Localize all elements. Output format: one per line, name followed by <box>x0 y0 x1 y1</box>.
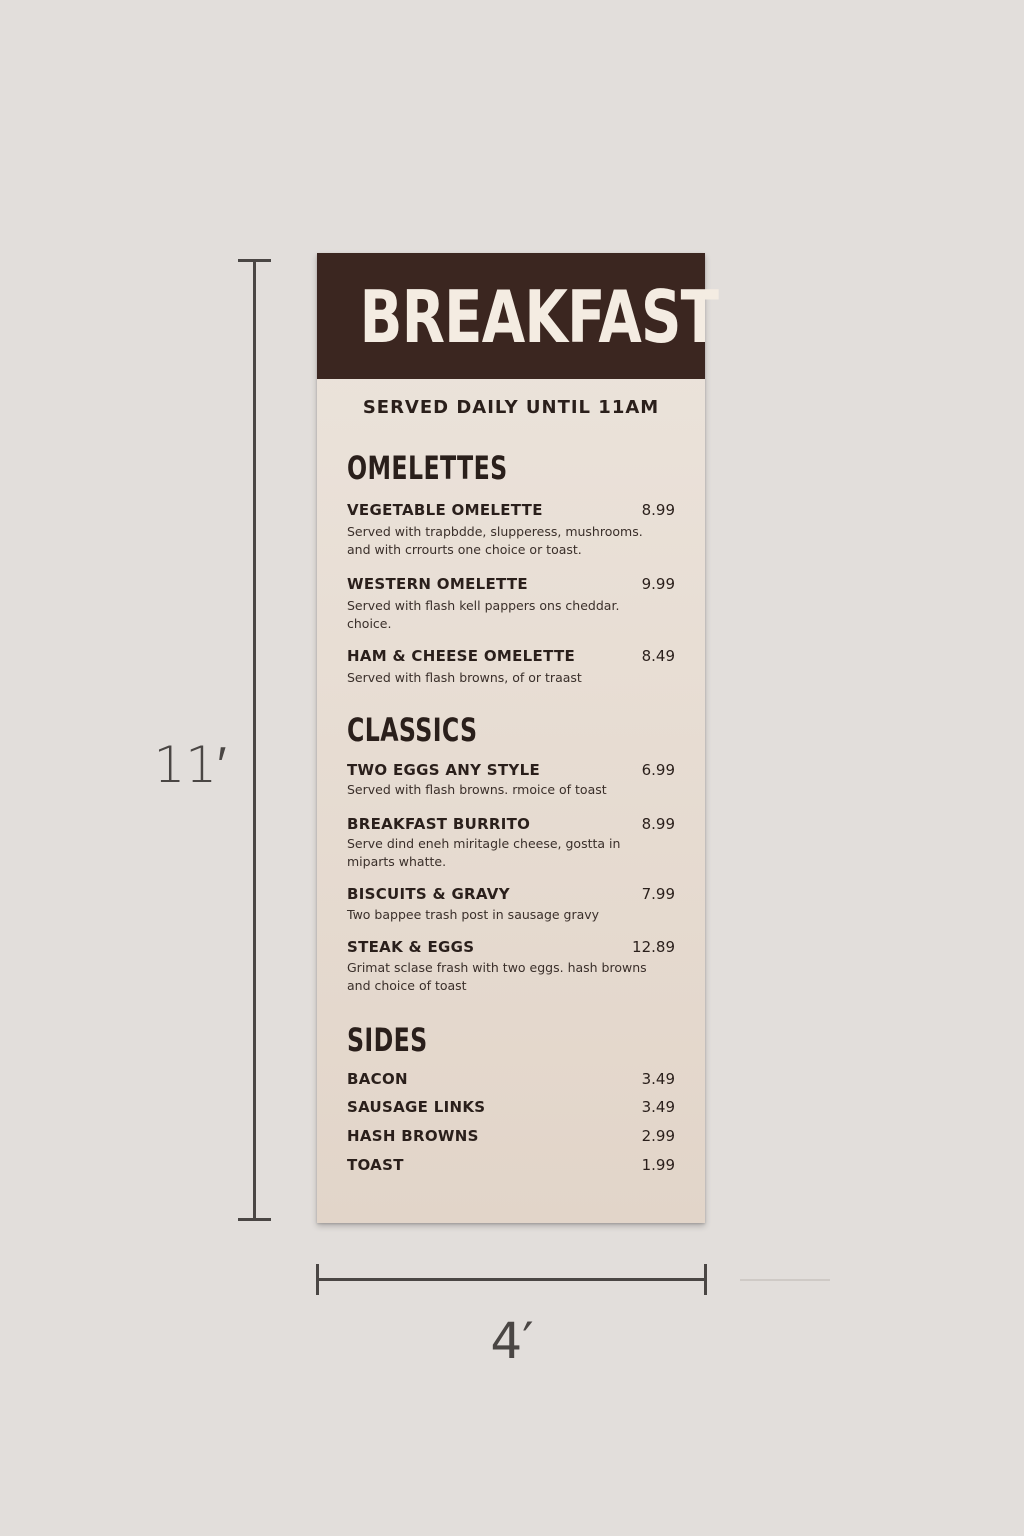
menu-item-name: STEAK & EGGS <box>347 938 475 956</box>
width-dimension-cap-left <box>316 1264 319 1295</box>
menu-item-name: WESTERN OMELETTE <box>347 575 528 593</box>
menu-item-price: 6.99 <box>641 761 675 779</box>
section-title-sides: SIDES <box>347 1021 428 1059</box>
width-dimension-label: 4′ <box>490 1312 534 1370</box>
width-dimension-line <box>317 1278 707 1281</box>
height-dimension-label: 11′ <box>153 736 227 794</box>
side-item-price: 2.99 <box>641 1127 675 1145</box>
menu-item-name: BISCUITS & GRAVY <box>347 885 510 903</box>
menu-item-description: Served with flash browns. rmoice of toast <box>347 782 607 797</box>
side-item-name: BACON <box>347 1070 408 1088</box>
menu-item-price: 8.99 <box>641 501 675 519</box>
menu-item-description: Two bappee trash post in sausage gravy <box>347 907 600 922</box>
side-item-name: HASH BROWNS <box>347 1127 479 1145</box>
breakfast-menu-card <box>317 253 719 1223</box>
menu-item-description: Grimat sclase frash with two eggs. hash browns and choice of toast <box>347 960 647 993</box>
height-dimension-line <box>253 260 256 1220</box>
menu-item-price: 7.99 <box>641 885 675 903</box>
menu-item-price: 9.99 <box>641 575 675 593</box>
menu-item-description: Serve dind eneh miritagle cheese, gostta in miparts whatte. <box>347 836 621 869</box>
section-title-omelettes: OMELETTES <box>347 449 508 487</box>
side-item-price: 1.99 <box>641 1156 675 1174</box>
side-item-name: TOAST <box>347 1156 404 1174</box>
section-title-classics: CLASSICS <box>347 711 478 749</box>
side-item-price: 3.49 <box>641 1098 675 1116</box>
faint-guide-line <box>740 1279 830 1281</box>
side-item-price: 3.49 <box>641 1070 675 1088</box>
menu-item-description: Served with trapbdde, slupperess, mushrooms. and with crrourts one choice or toast. <box>347 524 643 557</box>
menu-item-description: Served with flash kell pappers ons cheddar. choice. <box>347 598 620 631</box>
menu-item-name: VEGETABLE OMELETTE <box>347 501 543 519</box>
menu-item-price: 8.49 <box>641 647 675 665</box>
menu-subtitle: SERVED DAILY UNTIL 11AM <box>362 397 660 418</box>
menu-item-price: 8.99 <box>641 815 675 833</box>
menu-item-name: TWO EGGS ANY STYLE <box>347 761 540 779</box>
width-dimension-cap-right <box>704 1264 707 1295</box>
side-item-name: SAUSAGE LINKS <box>347 1098 486 1116</box>
height-dimension-cap-bottom <box>238 1218 271 1221</box>
menu-title: BREAKFAST <box>359 275 719 359</box>
menu-item-price: 12.89 <box>632 938 675 956</box>
menu-header-banner <box>317 253 719 379</box>
menu-item-description: Served with flash browns, of or traast <box>347 670 582 685</box>
menu-item-name: HAM & CHEESE OMELETTE <box>347 647 576 665</box>
height-dimension-cap-top <box>238 259 271 262</box>
menu-item-name: BREAKFAST BURRITO <box>347 815 531 833</box>
